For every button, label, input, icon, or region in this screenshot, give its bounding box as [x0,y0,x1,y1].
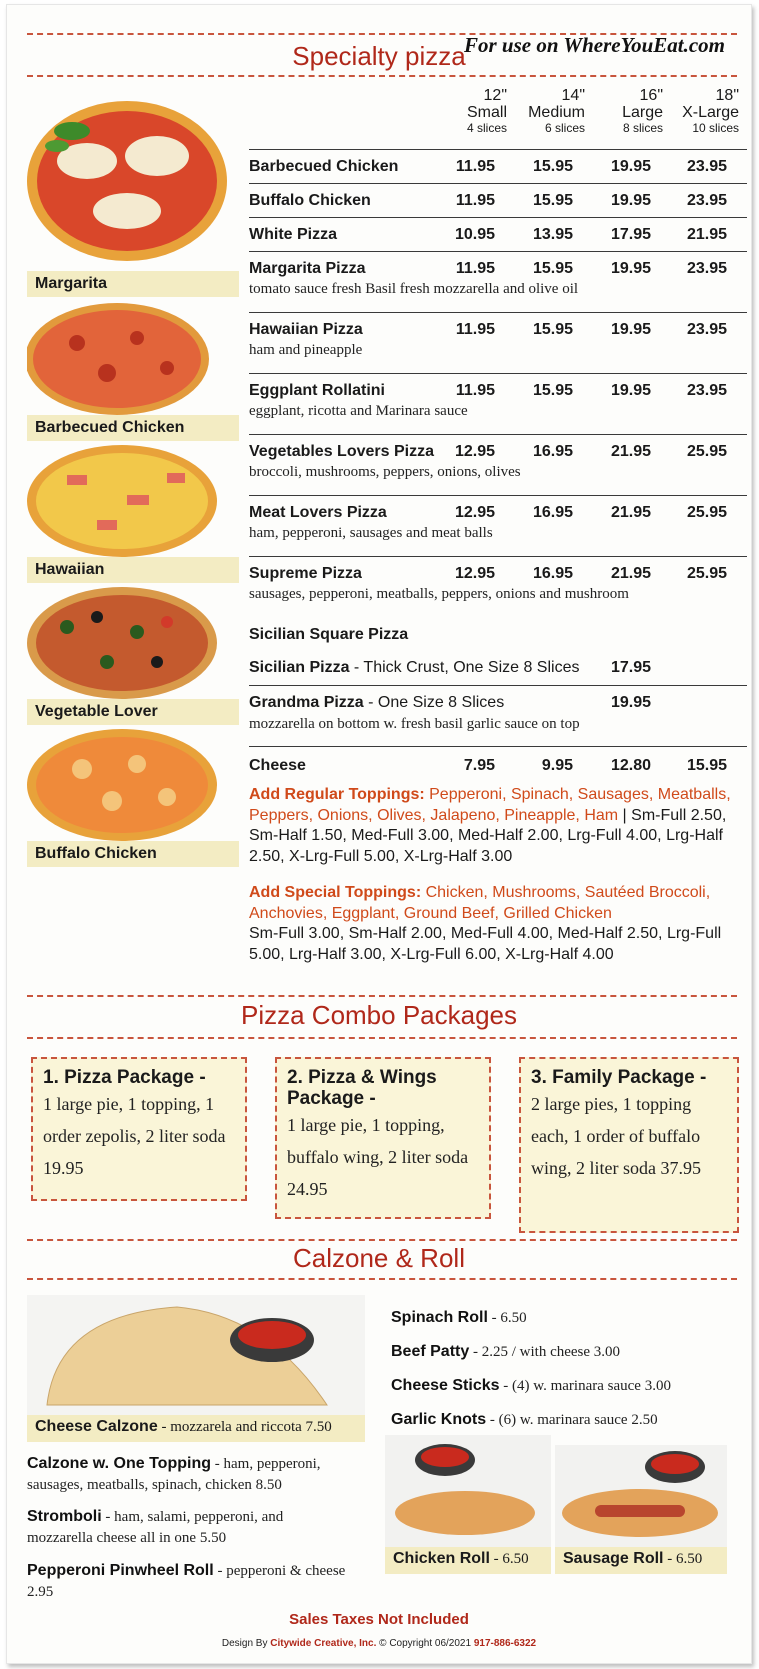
size-medium: 14" Medium 6 slices [528,87,585,135]
chicken-roll-name: Chicken Roll [393,1550,490,1567]
cheese-row: Cheese 7.95 9.95 12.80 15.95 [249,746,747,781]
sales-tax-note: Sales Taxes Not Included [289,1611,469,1628]
regular-toppings [249,785,749,867]
cheese-calzone-image [27,1295,365,1415]
section-title-calzone: Calzone & Roll [293,1243,465,1273]
roll-item: Spinach Roll - 6.50 [391,1309,527,1326]
grandma-desc: mozzarella on bottom w. fresh basil garlic sauce on top [249,716,580,732]
sausage-roll-desc: - 6.50 [663,1551,703,1567]
divider [27,1239,737,1241]
menu-row: Supreme Pizza sausages, pepperoni, meatballs, peppers, onions and mushroom 12.95 16.95 21.95 25.95 [249,556,747,617]
watermark: For use on WhereYouEat.com [464,33,725,57]
roll-item: Cheese Sticks - (4) w. marinara sauce 3.00 [391,1377,671,1394]
menu-row: Vegetables Lovers Pizza broccoli, mushrooms, peppers, onions, olives 12.95 16.95 21.95 25.95 [249,434,747,495]
combo-desc: 1 large pie, 1 topping, 1 order zepolis, 2 liter soda 19.95 [43,1094,226,1178]
photo-margarita [27,101,239,301]
sicilian-detail: - Thick Crust, One Size 8 Slices [349,659,580,676]
combo-box-3 [519,1057,739,1233]
combo-desc: 1 large pie, 1 topping, buffalo wing, 2 liter soda 24.95 [287,1115,469,1199]
sausage-roll-image [555,1445,727,1547]
menu-row: Margarita Pizza tomato sauce fresh Basil fresh mozzarella and olive oil 11.95 15.95 19.95 23.95 [249,251,747,312]
calzone-item: Stromboli - ham, salami, pepperoni, and mozzarella cheese all in one 5.50 [27,1508,284,1546]
photo-hawaiian [27,445,239,585]
divider [27,1278,737,1280]
grandma-detail: - One Size 8 Slices [363,694,505,711]
size-xlarge: 18" X-Large 10 slices [682,87,739,135]
menu-row: Eggplant Rollatini eggplant, ricotta and Marinara sauce 11.95 15.95 19.95 23.95 [249,373,747,434]
menu-row: Meat Lovers Pizza ham, pepperoni, sausages and meat balls 12.95 16.95 21.95 25.95 [249,495,747,556]
photo-barbecued-chicken [27,303,239,443]
calzone-item: Pepperoni Pinwheel Roll - pepperoni & cheese 2.95 [27,1562,346,1600]
sausage-roll-caption [555,1547,727,1574]
combo-title: 2. Pizza & Wings Package - [287,1067,437,1109]
photo-caption: Hawaiian [27,557,239,583]
grandma-price: 19.95 [610,694,651,711]
size-small: 12" Small 4 slices [466,87,507,135]
menu-row: Barbecued Chicken 11.95 15.95 19.95 23.95 [249,149,747,183]
regular-toppings-label: Add Regular Toppings: [249,786,425,803]
barbecued-chicken-pizza-image [27,303,239,415]
buffalo-chicken-pizza-image [27,729,239,841]
regular-toppings-items: Pepperoni, Spinach, Sausages, Meatballs, Peppers, Onions, Olives, Jalapeno, Pineapple, Ham [249,786,731,824]
photo-buffalo-chicken [27,729,239,869]
roll-item: Beef Patty - 2.25 / with cheese 3.00 [391,1343,621,1360]
sicilian-price: 17.95 [610,659,651,676]
combo-desc: 2 large pies, 1 topping each, 1 order of buffalo wing, 2 liter soda 37.95 [531,1094,701,1178]
size-large: 16" Large 8 slices [622,87,663,135]
menu-row: Buffalo Chicken 11.95 15.95 19.95 23.95 [249,183,747,217]
chicken-roll-caption [385,1547,551,1574]
combo-title: 3. Family Package - [531,1067,707,1088]
design-credit: Design By Citywide Creative, Inc. © Copyright 06/2021 917-886-6322 [221,1638,537,1649]
sicilian-name: Sicilian Pizza [249,659,350,676]
roll-item: Garlic Knots - (6) w. marinara sauce 2.50 [391,1411,658,1428]
photo-vegetable-lover [27,587,239,727]
photo-caption: Vegetable Lover [27,699,239,725]
combo-title: 1. Pizza Package - [43,1067,206,1088]
regular-toppings-prices: | Sm-Full 2.50, Sm-Half 1.50, Med-Full 3.00, Med-Half 2.00, Lrg-Full 4.00, Lrg-Half 2.50, X-Lrg-Full 5.00, X-Lrg-Half 3.00 [249,806,727,865]
special-toppings-items: Chicken, Mushrooms, Sautéed Broccoli, Anchovies, Eggplant, Ground Beef, Grilled Chicken [249,884,711,922]
sicilian-row [249,651,747,685]
divider [27,1037,737,1039]
grandma-row [249,685,747,746]
divider [27,995,737,997]
menu-page [6,4,752,1664]
hawaiian-pizza-image [27,445,239,557]
menu-row: Hawaiian Pizza ham and pineapple 11.95 15.95 19.95 23.95 [249,312,747,373]
section-title-combo: Pizza Combo Packages [240,1000,518,1030]
grandma-name: Grandma Pizza [249,694,364,711]
divider [27,75,737,77]
cheese-calzone-name: Cheese Calzone [35,1418,158,1435]
chicken-roll-image [385,1435,551,1547]
menu-row: White Pizza 10.95 13.95 17.95 21.95 [249,217,747,251]
special-toppings-prices: Sm-Full 3.00, Sm-Half 2.00, Med-Full 4.00, Med-Half 2.50, Lrg-Full 5.00, Lrg-Half 3.00, X-Lrg-Full 6.00, X-Lrg-Half 4.00 [249,925,722,963]
section-title-specialty: Specialty pizza [292,41,466,71]
cheese-calzone-desc: - mozzarela and riccota 7.50 [157,1419,332,1435]
photo-caption: Buffalo Chicken [27,841,239,867]
special-toppings-label: Add Special Toppings: [249,884,422,901]
size-header [437,87,747,147]
combo-box-1 [31,1057,247,1201]
combo-box-2 [275,1057,491,1219]
photo-caption: Margarita [27,271,239,297]
photo-caption: Barbecued Chicken [27,415,239,441]
special-toppings [249,883,749,965]
cheese-calzone-caption [27,1415,365,1442]
calzone-item: Calzone w. One Topping - ham, pepperoni, sausages, meatballs, spinach, chicken 8.50 [27,1455,321,1493]
sicilian-heading-row: Sicilian Square Pizza [249,626,409,643]
chicken-roll-desc: - 6.50 [489,1551,529,1567]
margarita-pizza-image [27,101,239,271]
vegetable-pizza-image [27,587,239,699]
sausage-roll-name: Sausage Roll [563,1550,664,1567]
